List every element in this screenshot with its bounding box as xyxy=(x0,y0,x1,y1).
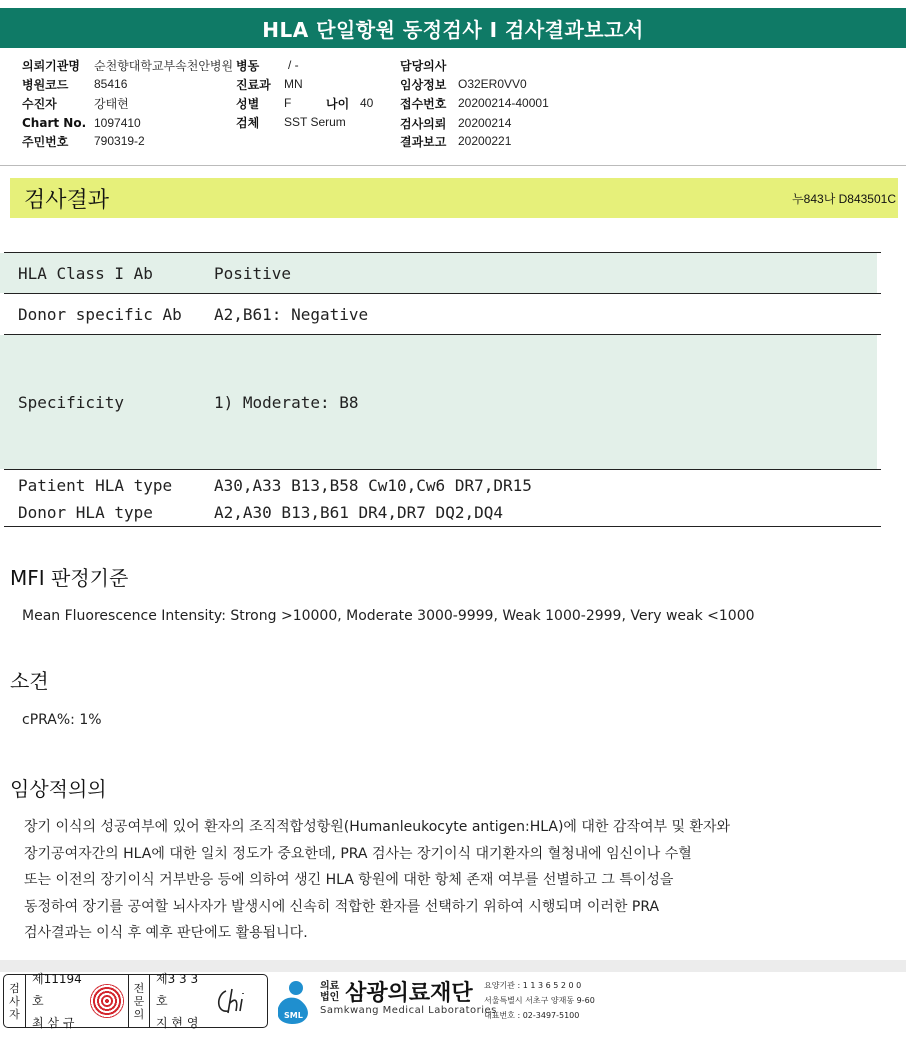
row-value: Positive xyxy=(214,263,292,283)
specialist-name: 지 현 영 xyxy=(156,1016,199,1030)
report-date-value: 20200221 xyxy=(458,134,512,148)
result-code: 누843나 D843501C xyxy=(792,191,896,206)
row-value: A2,B61: Negative xyxy=(214,304,369,324)
result-heading: 검사결과 xyxy=(24,187,110,213)
specialist-info xyxy=(150,972,212,1030)
org-prefix-line: 의료 xyxy=(320,980,340,992)
mfi-text: Mean Fluorescence Intensity: Strong >10000, Moderate 3000-9999, Weak 1000-2999, Very weak <1000 xyxy=(22,608,755,624)
hospital-code-label: 병원코드 xyxy=(22,77,69,92)
ward-label: 병동 xyxy=(236,58,260,73)
specialist-vertical-label xyxy=(128,975,150,1027)
result-header xyxy=(10,178,898,218)
org-phone: 대표번호 : 02-3497-5100 xyxy=(484,1011,580,1020)
significance-line: 검사결과는 이식 후 예후 판단에도 활용됩니다. xyxy=(24,925,308,941)
chart-value: 1097410 xyxy=(94,116,141,130)
row-key: Patient HLA type xyxy=(18,475,173,495)
org-english-name: Samkwang Medical Laboratories xyxy=(320,1005,497,1016)
row-key: Specificity xyxy=(18,392,124,412)
org-code: 요양기관 : 1 1 3 6 5 2 0 0 xyxy=(484,981,582,990)
report-title: HLA 단일항원 동정검사 I 검사결과보고서 xyxy=(0,8,906,48)
examiner-license: 제11194호 xyxy=(32,972,82,1008)
patient-value: 강태현 xyxy=(94,96,129,111)
age-label: 나이 xyxy=(326,96,350,111)
significance-paragraph xyxy=(24,814,864,947)
table-row xyxy=(0,335,877,469)
org-contact-info xyxy=(484,978,595,1023)
institution-label: 의뢰기관명 xyxy=(22,58,80,73)
institution-value: 순천향대학교부속천안병원 xyxy=(94,58,234,73)
table-row xyxy=(0,471,877,499)
mfi-heading: MFI 판정기준 xyxy=(10,566,129,590)
hospital-code-value: 85416 xyxy=(94,77,128,91)
specialist-license: 제3 3 3 호 xyxy=(156,972,199,1008)
table-rule xyxy=(4,469,881,470)
opinion-text: cPRA%: 1% xyxy=(22,712,102,728)
significance-heading: 임상적의의 xyxy=(10,777,107,801)
org-address: 서울특별시 서초구 양재동 9-60 xyxy=(484,996,595,1005)
dept-value: MN xyxy=(284,77,303,91)
table-bottom-rule xyxy=(4,526,881,527)
table-row xyxy=(0,499,877,525)
request-value: 20200214 xyxy=(458,116,512,130)
vertical-char: 전 xyxy=(133,981,145,995)
examiner-name: 최 삼 규 xyxy=(32,1016,75,1030)
signature-box xyxy=(3,974,268,1028)
specimen-label: 검체 xyxy=(236,115,260,130)
org-name: 삼광의료재단 xyxy=(345,981,473,1006)
sex-label: 성별 xyxy=(236,96,260,111)
seal-stamp-icon xyxy=(90,984,124,1018)
request-label: 검사의뢰 xyxy=(400,116,447,131)
significance-line: 또는 이전의 장기이식 거부반응 등에 의하여 생긴 HLA 항원에 대한 항체 존재 여부를 선별하고 그 특이성을 xyxy=(24,872,674,888)
receipt-value: 20200214-40001 xyxy=(458,96,549,110)
row-key: Donor HLA type xyxy=(18,502,153,522)
significance-line: 동정하여 장기를 공여할 뇌사자가 발생시에 신속히 적합한 환자를 선택하기 위하여 시행되며 이러한 PRA xyxy=(24,898,660,915)
org-prefix-line: 법인 xyxy=(320,991,340,1003)
vertical-char: 사 xyxy=(9,994,20,1008)
row-value: 1) Moderate: B8 xyxy=(214,392,359,412)
sex-value: F xyxy=(284,96,292,110)
receipt-label: 접수번호 xyxy=(400,96,447,111)
ward-value: / - xyxy=(288,58,299,72)
specimen-value: SST Serum xyxy=(284,115,346,129)
rrn-value: 790319-2 xyxy=(94,134,145,148)
row-value: A30,A33 B13,B58 Cw10,Cw6 DR7,DR15 xyxy=(214,475,532,495)
clinical-label: 임상정보 xyxy=(400,77,447,92)
sml-logo-icon xyxy=(272,978,316,1026)
examiner-info xyxy=(26,972,86,1030)
vertical-char: 검 xyxy=(9,981,20,995)
vertical-char: 문 xyxy=(133,994,145,1008)
patient-label: 수진자 xyxy=(22,96,57,111)
patient-info-section xyxy=(0,54,906,166)
signature-icon xyxy=(212,981,252,1021)
row-key: Donor specific Ab xyxy=(18,304,182,324)
clinical-value: O32ER0VV0 xyxy=(458,77,527,91)
logo-text: SML xyxy=(284,1011,303,1020)
table-row xyxy=(0,294,877,334)
org-prefix xyxy=(320,981,340,1003)
opinion-heading: 소견 xyxy=(10,669,49,693)
footer-divider xyxy=(0,960,906,972)
rrn-label: 주민번호 xyxy=(22,134,69,149)
vertical-char: 자 xyxy=(9,1007,20,1021)
examiner-vertical-label xyxy=(4,975,26,1027)
age-value: 40 xyxy=(360,96,374,110)
organization-name xyxy=(320,976,473,1007)
significance-line: 장기 이식의 성공여부에 있어 환자의 조직적합성항원(Humanleukocyte antigen:HLA)에 대한 감작여부 및 환자와 xyxy=(24,819,730,835)
chart-label: Chart No. xyxy=(22,116,87,130)
report-date-label: 결과보고 xyxy=(400,134,447,149)
table-row xyxy=(0,253,877,293)
dept-label: 진료과 xyxy=(236,77,271,92)
doctor-label: 담당의사 xyxy=(400,58,447,73)
row-value: A2,A30 B13,B61 DR4,DR7 DQ2,DQ4 xyxy=(214,502,503,522)
row-key: HLA Class I Ab xyxy=(18,263,153,283)
vertical-char: 의 xyxy=(133,1007,145,1021)
significance-line: 장기공여자간의 HLA에 대한 일치 정도가 중요한데, PRA 검사는 장기이식 대기환자의 혈청내에 임신이나 수혈 xyxy=(24,845,692,862)
